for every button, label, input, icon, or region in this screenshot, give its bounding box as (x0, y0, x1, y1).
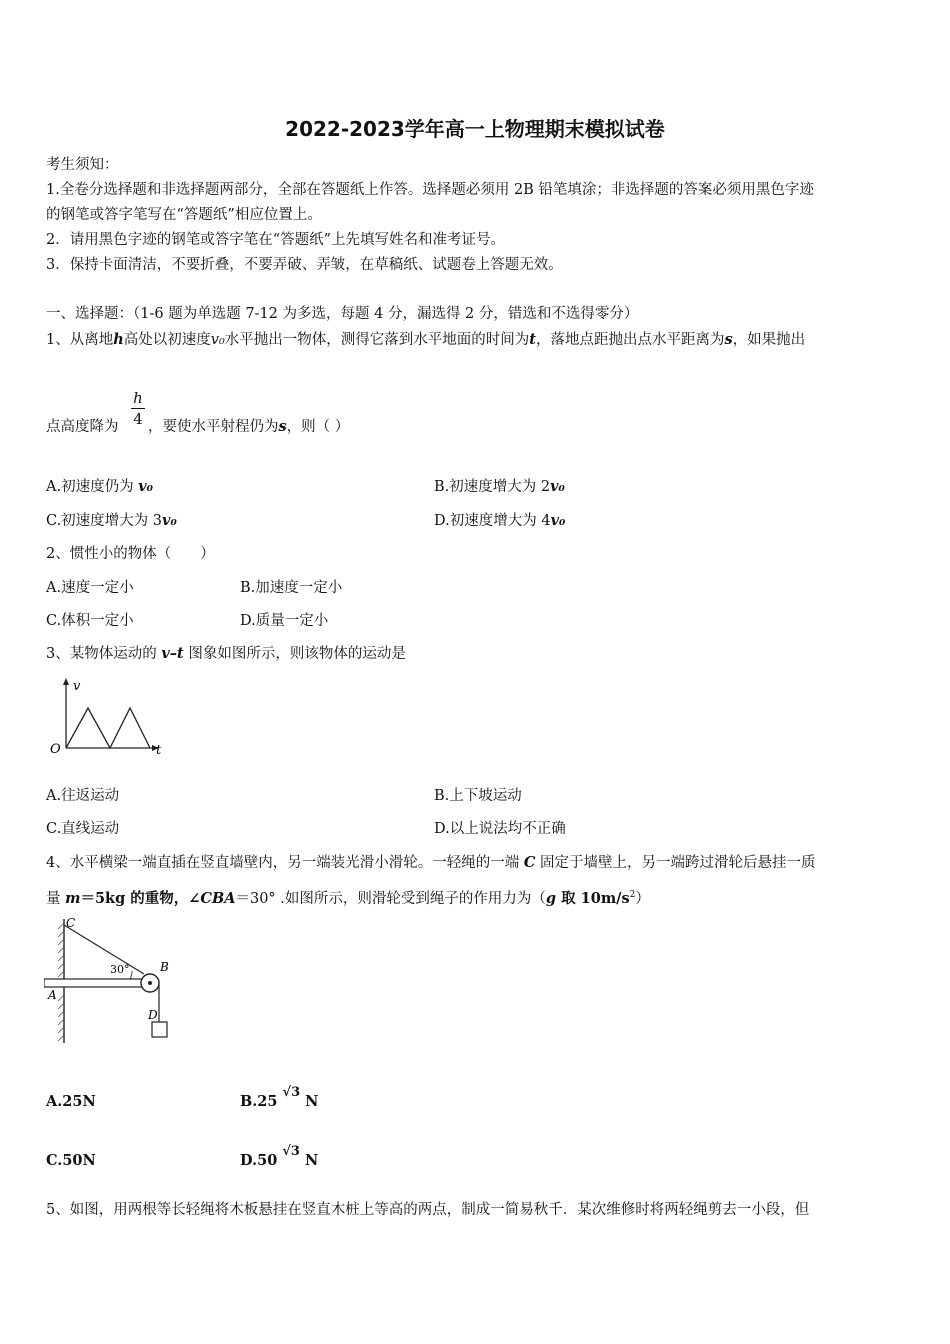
option-label: A.初速度仍为 (46, 479, 139, 495)
q4-option-b[interactable] (240, 1085, 319, 1110)
q1-option-b[interactable] (434, 475, 565, 496)
notice-item-1a: 1.全卷分选择题和非选择题两部分，全部在答题纸上作答。选择题必须用 2B 铅笔填涂；非选择题的答案必须用黑色字迹 (46, 182, 814, 198)
q4-c: C (523, 854, 536, 871)
q1-stem-line2b (148, 415, 349, 436)
q3-vt-graph (44, 674, 174, 760)
q2-option-d[interactable]: D.质量一定小 (240, 613, 329, 629)
q1-text: ，要使水平射程仍为 (148, 419, 279, 435)
q1-text: 水平抛出一物体，测得它落到水平地面的时间为 (224, 332, 530, 348)
section-heading: 一、选择题：（1-6 题为单选题 7-12 为多选，每题 4 分，漏选得 2 分，错选和不选得零分） (46, 306, 639, 322)
option-unit: N (300, 1093, 319, 1110)
q4-text: 固定于墙壁上，另一端跨过滑轮后悬挂一质 (535, 855, 816, 871)
sqrt-icon: √3 (282, 1085, 301, 1100)
notice-item-1b: 的钢笔或答字笔写在“答题纸”相应位置上。 (46, 207, 322, 223)
option-label: C.初速度增大为 3 (46, 513, 163, 529)
page-title: 2022-2023学年高一上物理期末模拟试卷 (285, 117, 665, 141)
origin-label: O (50, 742, 61, 757)
q2-option-a[interactable]: A.速度一定小 (46, 580, 134, 596)
option-label: B.25 (240, 1093, 283, 1110)
sqrt-icon: √3 (282, 1144, 300, 1159)
q3-stem (46, 642, 406, 663)
q5-stem: 5、如图，用两根等长轻绳将木板悬挂在竖直木桩上等高的两点，制成一简易秋千．某次维修时将两轻绳剪去一小段，但 (46, 1202, 810, 1218)
q3-option-b[interactable]: B.上下坡运动 (434, 788, 522, 804)
rope-cb (64, 925, 144, 974)
q4-text: 量 (46, 891, 66, 907)
option-label: B.初速度增大为 2 (434, 479, 551, 495)
q4-option-d[interactable] (240, 1144, 319, 1169)
weight (152, 1022, 167, 1037)
q1-s: s (724, 331, 733, 348)
q4-text: ＝30° .如图所示，则滑轮受到绳子的作用力为（ (235, 891, 546, 907)
option-var: v₀ (550, 478, 565, 495)
q4-text: ） (635, 891, 650, 907)
q1-fraction (130, 388, 146, 429)
q3-option-a[interactable]: A.往返运动 (46, 788, 120, 804)
q3-text: 图象如图所示，则该物体的运动是 (183, 646, 406, 662)
option-var: v₀ (550, 512, 566, 529)
q2-stem: 2、惯性小的物体（ ） (46, 546, 215, 562)
q4-m: m (65, 890, 81, 907)
axis-label-v: v (73, 679, 81, 694)
q3-option-d[interactable]: D.以上说法均不正确 (434, 821, 566, 837)
q1-option-c[interactable] (46, 509, 177, 530)
q1-text: ，落地点距抛出点水平距离为 (536, 332, 725, 348)
fraction-numerator: h (133, 389, 143, 407)
notice-item-3: 3．保持卡面清洁，不要折叠，不要弄破、弄皱，在草稿纸、试题卷上答题无效。 (46, 257, 563, 273)
option-var: v₀ (138, 478, 153, 495)
q4-stem-line1 (46, 851, 816, 872)
label-c: C (66, 916, 76, 930)
q3-text: 3、某物体运动的 (46, 646, 162, 662)
beam (44, 979, 150, 987)
q1-stem-line2a: 点高度降为 (46, 419, 119, 435)
q1-text: ，则（ ） (286, 419, 350, 435)
q1-stem-line1 (46, 328, 805, 349)
q4-option-c[interactable]: C.50N (46, 1152, 96, 1169)
q4-text: ＝5kg 的重物， (80, 890, 189, 907)
option-label: D.初速度增大为 4 (434, 513, 551, 529)
q1-option-a[interactable] (46, 475, 153, 496)
q4-g: g (545, 890, 557, 907)
vt-curve (66, 708, 150, 748)
option-unit: N (299, 1152, 319, 1169)
q1-text: ，如果抛出 (732, 332, 806, 348)
label-a: A (48, 988, 57, 1002)
q4-stem-line2 (46, 887, 650, 908)
pulley-axle (148, 981, 152, 985)
q4-text: 取 10m/s (556, 890, 630, 907)
q2-option-b[interactable]: B.加速度一定小 (240, 580, 343, 596)
q1-t: t (529, 331, 536, 348)
q4-text: 4、水平横梁一端直插在竖直墙壁内，另一端装光滑小滑轮。一轻绳的一端 (46, 855, 524, 871)
y-axis-arrow-icon (63, 678, 69, 685)
notice-heading: 考生须知： (46, 157, 119, 173)
q1-s2: s (278, 418, 287, 435)
q1-text: 高处以初速度 (123, 332, 211, 348)
option-var: v₀ (162, 512, 177, 529)
notice-item-2: 2．请用黑色字迹的钢笔或答字笔在“答题纸”上先填写姓名和准考证号。 (46, 232, 506, 248)
option-label: D.50 (240, 1152, 283, 1169)
q2-option-c[interactable]: C.体积一定小 (46, 613, 134, 629)
label-d: D (148, 1008, 158, 1022)
q1-v0: v₀ (210, 332, 225, 348)
q4-option-a[interactable]: A.25N (46, 1093, 96, 1110)
q3-vt: v–t (161, 645, 184, 662)
label-angle: 30° (110, 963, 130, 976)
q3-option-c[interactable]: C.直线运动 (46, 821, 120, 837)
label-b: B (160, 960, 169, 974)
q4-pulley-diagram (44, 915, 176, 1047)
q4-sup: 2 (629, 890, 636, 901)
q1-text: 1、从离地 (46, 332, 114, 348)
axis-label-t: t (156, 743, 162, 758)
fraction-denominator: 4 (133, 410, 143, 428)
q1-option-d[interactable] (434, 509, 565, 530)
q1-h: h (113, 331, 124, 348)
angle-arc (130, 971, 132, 979)
q4-angle: ∠CBA (188, 890, 236, 907)
